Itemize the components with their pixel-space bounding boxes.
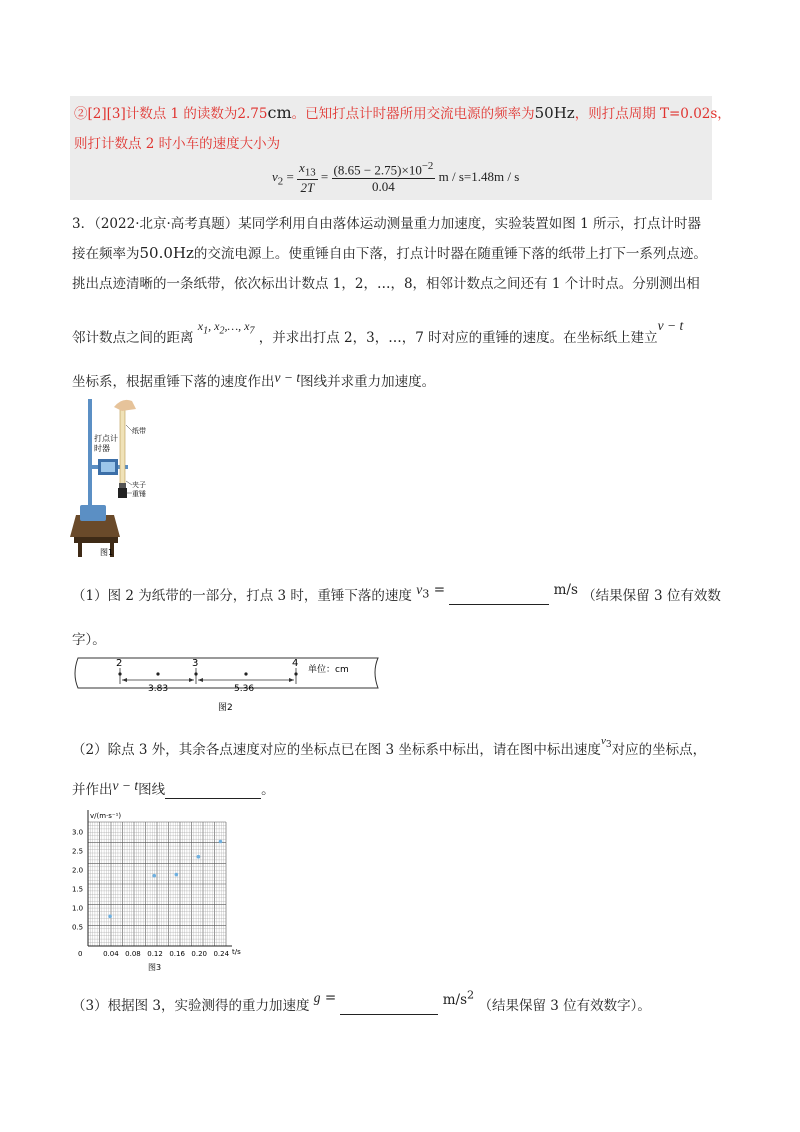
y-tick-label: 3.0	[72, 828, 84, 837]
label-timer: 打点计	[94, 434, 118, 443]
part-1-line-1: （1）图 2 为纸带的一部分，打点 3 时，重锤下落的速度 $v_3$ = m/s （结果保留 3 位有效数	[72, 582, 721, 604]
paper-tape	[120, 409, 125, 485]
y-tick-label: 2.5	[72, 847, 84, 856]
part-2-line-1: （2）除点 3 外，其余各点速度对应的坐标点已在图 3 坐标系中标出，请在图中标出速度$^{v_3}$对应的坐标点，	[72, 735, 707, 758]
data-point	[152, 874, 156, 878]
graph-grid	[88, 822, 226, 946]
tape-label-2: 2	[116, 658, 123, 669]
x-axis-label: t/s	[232, 948, 241, 956]
question-line-3: 挑出点迹清晰的一条纸带，依次标出计数点 1，2，…，8，相邻计数点之间还有 1 个计时点。分别测出相	[72, 276, 700, 292]
freq-value: 50Hz	[534, 104, 575, 122]
y-tick-label: 2.0	[72, 866, 84, 875]
answer-blank-vt-line[interactable]	[165, 782, 261, 799]
x-tick-label: 0.20	[191, 950, 207, 958]
fraction-x13-over-2t: $\frac{x_{13}}{2T}$	[299, 160, 316, 195]
data-point	[197, 855, 201, 859]
hand	[114, 400, 136, 411]
answer-blank-v3[interactable]	[449, 588, 549, 605]
label-clip: 夹子	[132, 481, 146, 489]
reading-value: 2.75	[237, 106, 268, 122]
weight	[118, 488, 127, 498]
figure-2-tape	[72, 654, 384, 716]
data-point	[108, 915, 112, 919]
figure-1-apparatus	[70, 395, 150, 565]
figure-1-caption: 图1	[100, 548, 114, 557]
answer-line-1: ②[2][3]计数点 1 的读数为2.75cm。已知打点计时器所用交流电源的频率为50Hz，则打点周期 T=0.02s，	[74, 103, 731, 122]
label-tape: 纸带	[132, 427, 146, 435]
svg-text:时器: 时器	[94, 444, 110, 453]
tape-point-3	[194, 672, 197, 675]
x-tick-label: 0.16	[169, 950, 185, 958]
question-line-2: 接在频率为50.0Hz的交流电源上。使重锤自由下落，打点计时器在随重锤下落的纸带上打下一系列点迹。	[72, 244, 707, 262]
tape-label-3: 3	[192, 658, 199, 669]
data-point	[175, 873, 179, 877]
x-tick-label: 0.08	[125, 950, 141, 958]
x-tick-label: 0.12	[147, 950, 163, 958]
tape-dist-2: 5.36	[234, 684, 255, 694]
label-weight: 重锤	[132, 490, 146, 498]
part-3-line: （3）根据图 3，实验测得的重力加速度 g = $m/s^2$ （结果保留 3 位有效数字）。	[72, 988, 651, 1014]
tape-label-4: 4	[292, 658, 299, 669]
stand-rod	[88, 399, 92, 511]
x-tick-label: 0.24	[213, 950, 230, 958]
stand-base	[80, 505, 106, 521]
question-line-1: 3．（2022·北京·高考真题）某同学利用自由落体运动测量重力加速度，实验装置如图 1 所示，打点计时器	[72, 216, 701, 232]
question-line-5: 坐标系，根据重锤下落的速度作出v − t图线并求重力加速度。	[72, 370, 436, 390]
tape-dist-1: 3.83	[148, 684, 169, 694]
part-1-line-2: 字）。	[72, 632, 106, 648]
y-axis-label: v/(m·s⁻¹)	[90, 812, 122, 820]
part-2-line-2: 并作出v − t图线 。	[72, 778, 275, 798]
velocity-equation: $v_2$ = $\frac{x_{13}}{2T}$ = $\frac{(8.65 - 2.75)\times 10^{-2}}{0.04}$ m / s=1.48m / s	[272, 160, 520, 195]
y-tick-label: 1.0	[72, 904, 84, 913]
figure-3-graph	[70, 804, 250, 976]
question-line-4: 邻计数点之间的距离 $x_1$, $x_2,\dots$, $x_7$ ，并求出打点 2，3，…，7 时对应的重锤的速度。在坐标纸上建立v − t	[72, 318, 684, 346]
x-tick-label: 0	[78, 950, 83, 958]
tape-point-2	[118, 672, 121, 675]
fraction-numeric: $\frac{(8.65 - 2.75)\times 10^{-2}}{0.04}$	[333, 160, 434, 195]
data-point	[219, 840, 223, 844]
figure-3-caption: 图3	[148, 963, 162, 972]
x-tick-label: 0.04	[103, 950, 119, 958]
y-tick-label: 0.5	[72, 923, 84, 932]
figure-2-caption: 图2	[218, 703, 233, 713]
tape-unit: 单位：cm	[308, 665, 349, 675]
answer-line-2: 则打计数点 2 时小车的速度大小为	[74, 136, 281, 152]
answer-blank-g[interactable]	[340, 998, 438, 1015]
reading-unit: cm	[267, 103, 292, 122]
tape-point-4	[294, 672, 297, 675]
y-tick-label: 1.5	[72, 885, 84, 894]
